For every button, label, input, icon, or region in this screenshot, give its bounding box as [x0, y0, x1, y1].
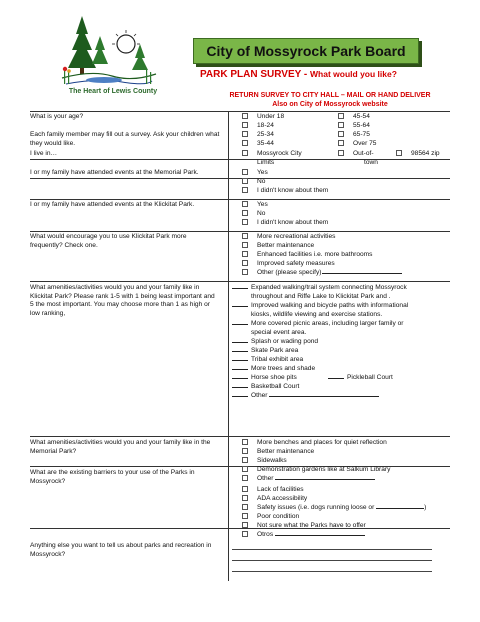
amenity-cont: special event area. — [251, 329, 307, 336]
checkbox[interactable] — [242, 522, 248, 528]
checkbox[interactable] — [242, 233, 248, 239]
tagline: The Heart of Lewis County — [68, 88, 158, 95]
rank-line[interactable] — [232, 288, 248, 289]
checkbox[interactable] — [242, 201, 248, 207]
checkbox[interactable] — [242, 169, 248, 175]
rank-line[interactable] — [232, 378, 248, 379]
rank-line[interactable] — [232, 351, 248, 352]
encourage-option-other[interactable]: Other (please specify) — [242, 269, 402, 278]
other-fill-line[interactable] — [275, 479, 375, 480]
checkbox[interactable] — [242, 251, 248, 257]
amenity-rank-row[interactable]: Pickleball Court — [328, 374, 393, 383]
checkbox[interactable] — [242, 448, 248, 454]
checkbox[interactable] — [242, 504, 248, 510]
age-option[interactable]: 55-64 — [338, 122, 370, 131]
amenity-rank-row[interactable]: Basketball Court — [232, 383, 299, 392]
checkbox[interactable] — [242, 269, 248, 275]
memorial-question: I or my family have attended events at the Memorial Park. — [30, 169, 199, 176]
checkbox[interactable] — [242, 122, 248, 128]
checkbox[interactable] — [338, 113, 344, 119]
age-option[interactable]: 18-24 — [242, 122, 274, 131]
encourage-option[interactable]: Enhanced facilities i.e. more bathrooms — [242, 251, 372, 260]
answer-line[interactable] — [232, 549, 432, 550]
memorial-option[interactable]: Yes — [242, 169, 268, 178]
checkbox[interactable] — [242, 219, 248, 225]
rank-line[interactable] — [232, 324, 248, 325]
checkbox[interactable] — [242, 131, 248, 137]
memorial-amenity-option[interactable]: Sidewalks — [242, 457, 287, 466]
memorial-option[interactable]: No — [242, 178, 265, 187]
amenity-rank-row[interactable]: Splash or wading pond — [232, 338, 318, 347]
rank-line[interactable] — [232, 342, 248, 343]
memorial-amenity-option-other[interactable]: Other — [242, 475, 375, 484]
survey-subtitle — [200, 69, 460, 80]
return-line-1: RETURN SURVEY TO CITY HALL – MAIL OR HAND DELIVER — [229, 92, 431, 99]
memorial-amenity-option[interactable]: Demonstration gardens like at Salkum Library — [242, 466, 390, 475]
rank-line[interactable] — [232, 387, 248, 388]
amenity-rank-row[interactable]: Tribal exhibit area — [232, 356, 303, 365]
encourage-option[interactable]: Better maintenance — [242, 242, 314, 251]
age-option[interactable]: Under 18 — [242, 113, 284, 122]
checkbox[interactable] — [242, 187, 248, 193]
live-option-city-cont: Limits — [257, 159, 275, 166]
klickitat-question: I or my family have attended events at the Klickitat Park. — [30, 201, 195, 208]
barrier-option[interactable]: Lack of facilities — [242, 486, 304, 495]
divider — [30, 231, 450, 232]
checkbox[interactable] — [338, 150, 344, 156]
other-fill-line[interactable] — [269, 396, 379, 397]
subtitle-main: PARK PLAN SURVEY - — [200, 69, 311, 80]
checkbox[interactable] — [242, 260, 248, 266]
divider — [30, 199, 450, 200]
divider — [30, 281, 450, 282]
klickitat-option[interactable]: No — [242, 210, 265, 219]
age-note: Each family member may fill out a survey. Ask your children what they would like. — [30, 131, 220, 147]
klickitat-amenities-question: What amenities/activities would you and your family like in Klickitat Park? Please rank 1-5 with 1 being least important and 5 the most important. You may choose more than 1 as high or low ranking, — [30, 284, 215, 317]
page-title: City of Mossyrock Park Board — [193, 38, 419, 64]
checkbox[interactable] — [242, 486, 248, 492]
age-option[interactable]: Over 75 — [338, 140, 376, 149]
amenity-cont: throughout and Riffe Lake to Klickitat Park and . — [251, 293, 391, 300]
encourage-option[interactable]: More recreational activities — [242, 233, 335, 242]
checkbox[interactable] — [242, 178, 248, 184]
return-instructions — [195, 91, 465, 109]
subtitle-question: What would you like? — [310, 69, 397, 79]
checkbox[interactable] — [242, 210, 248, 216]
checkbox[interactable] — [338, 122, 344, 128]
barrier-option[interactable]: Not sure what the Parks have to offer — [242, 522, 366, 531]
amenity-rank-row[interactable]: Expanded walking/trail system connecting Mossyrock — [232, 284, 407, 293]
divider — [30, 111, 450, 112]
barriers-question: What are the existing barriers to your use of the Parks in Mossyrock? — [30, 469, 195, 485]
live-option-out[interactable]: Out-of- — [338, 150, 374, 159]
memorial-amenities-question: What amenities/activities would you and your family like in the Memorial Park? — [30, 439, 211, 455]
rank-line[interactable] — [232, 396, 248, 397]
answer-line[interactable] — [232, 571, 432, 572]
rank-line[interactable] — [232, 360, 248, 361]
checkbox[interactable] — [338, 140, 344, 146]
barrier-option-other[interactable]: Otros — [242, 531, 365, 540]
checkbox[interactable] — [242, 439, 248, 445]
anything-else-question: Anything else you want to tell us about parks and recreation in Mossyrock? — [30, 542, 212, 558]
rank-line[interactable] — [232, 369, 248, 370]
age-option[interactable]: 45-54 — [338, 113, 370, 122]
amenity-cont: kiosks, wildlife viewing and exercise stations. — [251, 311, 383, 318]
encourage-option[interactable]: Improved safety measures — [242, 260, 335, 269]
checkbox[interactable] — [242, 113, 248, 119]
checkbox[interactable] — [242, 513, 248, 519]
return-line-2: Also on City of Mossyrock website — [272, 101, 388, 108]
checkbox[interactable] — [242, 475, 248, 481]
column-divider — [228, 111, 229, 581]
amenity-rank-row[interactable]: Improved walking and bicycle paths with informational — [232, 302, 408, 311]
safety-fill-line[interactable] — [376, 508, 424, 509]
memorial-amenity-option[interactable]: More benches and places for quiet reflection — [242, 439, 387, 448]
amenity-rank-row[interactable]: More trees and shade — [232, 365, 315, 374]
rank-line[interactable] — [328, 378, 344, 379]
checkbox[interactable] — [242, 495, 248, 501]
age-option[interactable]: 35-44 — [242, 140, 274, 149]
live-option-zip[interactable]: 98564 zip — [396, 150, 440, 159]
age-option[interactable]: 65-75 — [338, 131, 370, 140]
answer-line[interactable] — [232, 560, 432, 561]
amenity-rank-row-other[interactable]: Other — [232, 392, 379, 401]
checkbox[interactable] — [242, 150, 248, 156]
klickitat-option[interactable]: I didn't know about them — [242, 219, 328, 228]
checkbox[interactable] — [242, 140, 248, 146]
other-fill-line[interactable] — [322, 273, 402, 274]
age-option[interactable]: 25-34 — [242, 131, 274, 140]
barrier-option[interactable]: ADA accessibility — [242, 495, 307, 504]
divider — [30, 159, 450, 160]
amenity-rank-row[interactable]: Skate Park area — [232, 347, 298, 356]
age-question: What is your age? — [30, 113, 84, 120]
live-question: I live in… — [30, 150, 58, 157]
rank-line[interactable] — [232, 306, 248, 307]
memorial-option[interactable]: I didn't know about them — [242, 187, 328, 196]
memorial-amenity-option[interactable]: Better maintenance — [242, 448, 314, 457]
klickitat-option[interactable]: Yes — [242, 201, 268, 210]
barrier-option-safety[interactable]: Safety issues (i.e. dogs running loose or ) — [242, 504, 426, 513]
divider — [30, 436, 450, 437]
divider — [30, 178, 450, 179]
checkbox[interactable] — [242, 531, 248, 537]
checkbox[interactable] — [242, 242, 248, 248]
checkbox[interactable] — [338, 131, 344, 137]
barrier-option[interactable]: Poor condition — [242, 513, 299, 522]
other-fill-line[interactable] — [275, 535, 365, 536]
checkbox[interactable] — [242, 466, 248, 472]
checkbox[interactable] — [242, 457, 248, 463]
amenity-rank-row[interactable]: Horse shoe pits — [232, 374, 297, 383]
encourage-question: What would encourage you to use Klickitat Park more frequently? Check one. — [30, 233, 187, 249]
checkbox[interactable] — [396, 150, 402, 156]
park-board-logo — [52, 14, 162, 94]
amenity-rank-row[interactable]: More covered picnic areas, including larger family or — [232, 320, 403, 329]
live-option-out-cont: town — [364, 159, 378, 166]
divider — [30, 528, 450, 529]
live-option-city[interactable]: Mossyrock City — [242, 150, 302, 159]
